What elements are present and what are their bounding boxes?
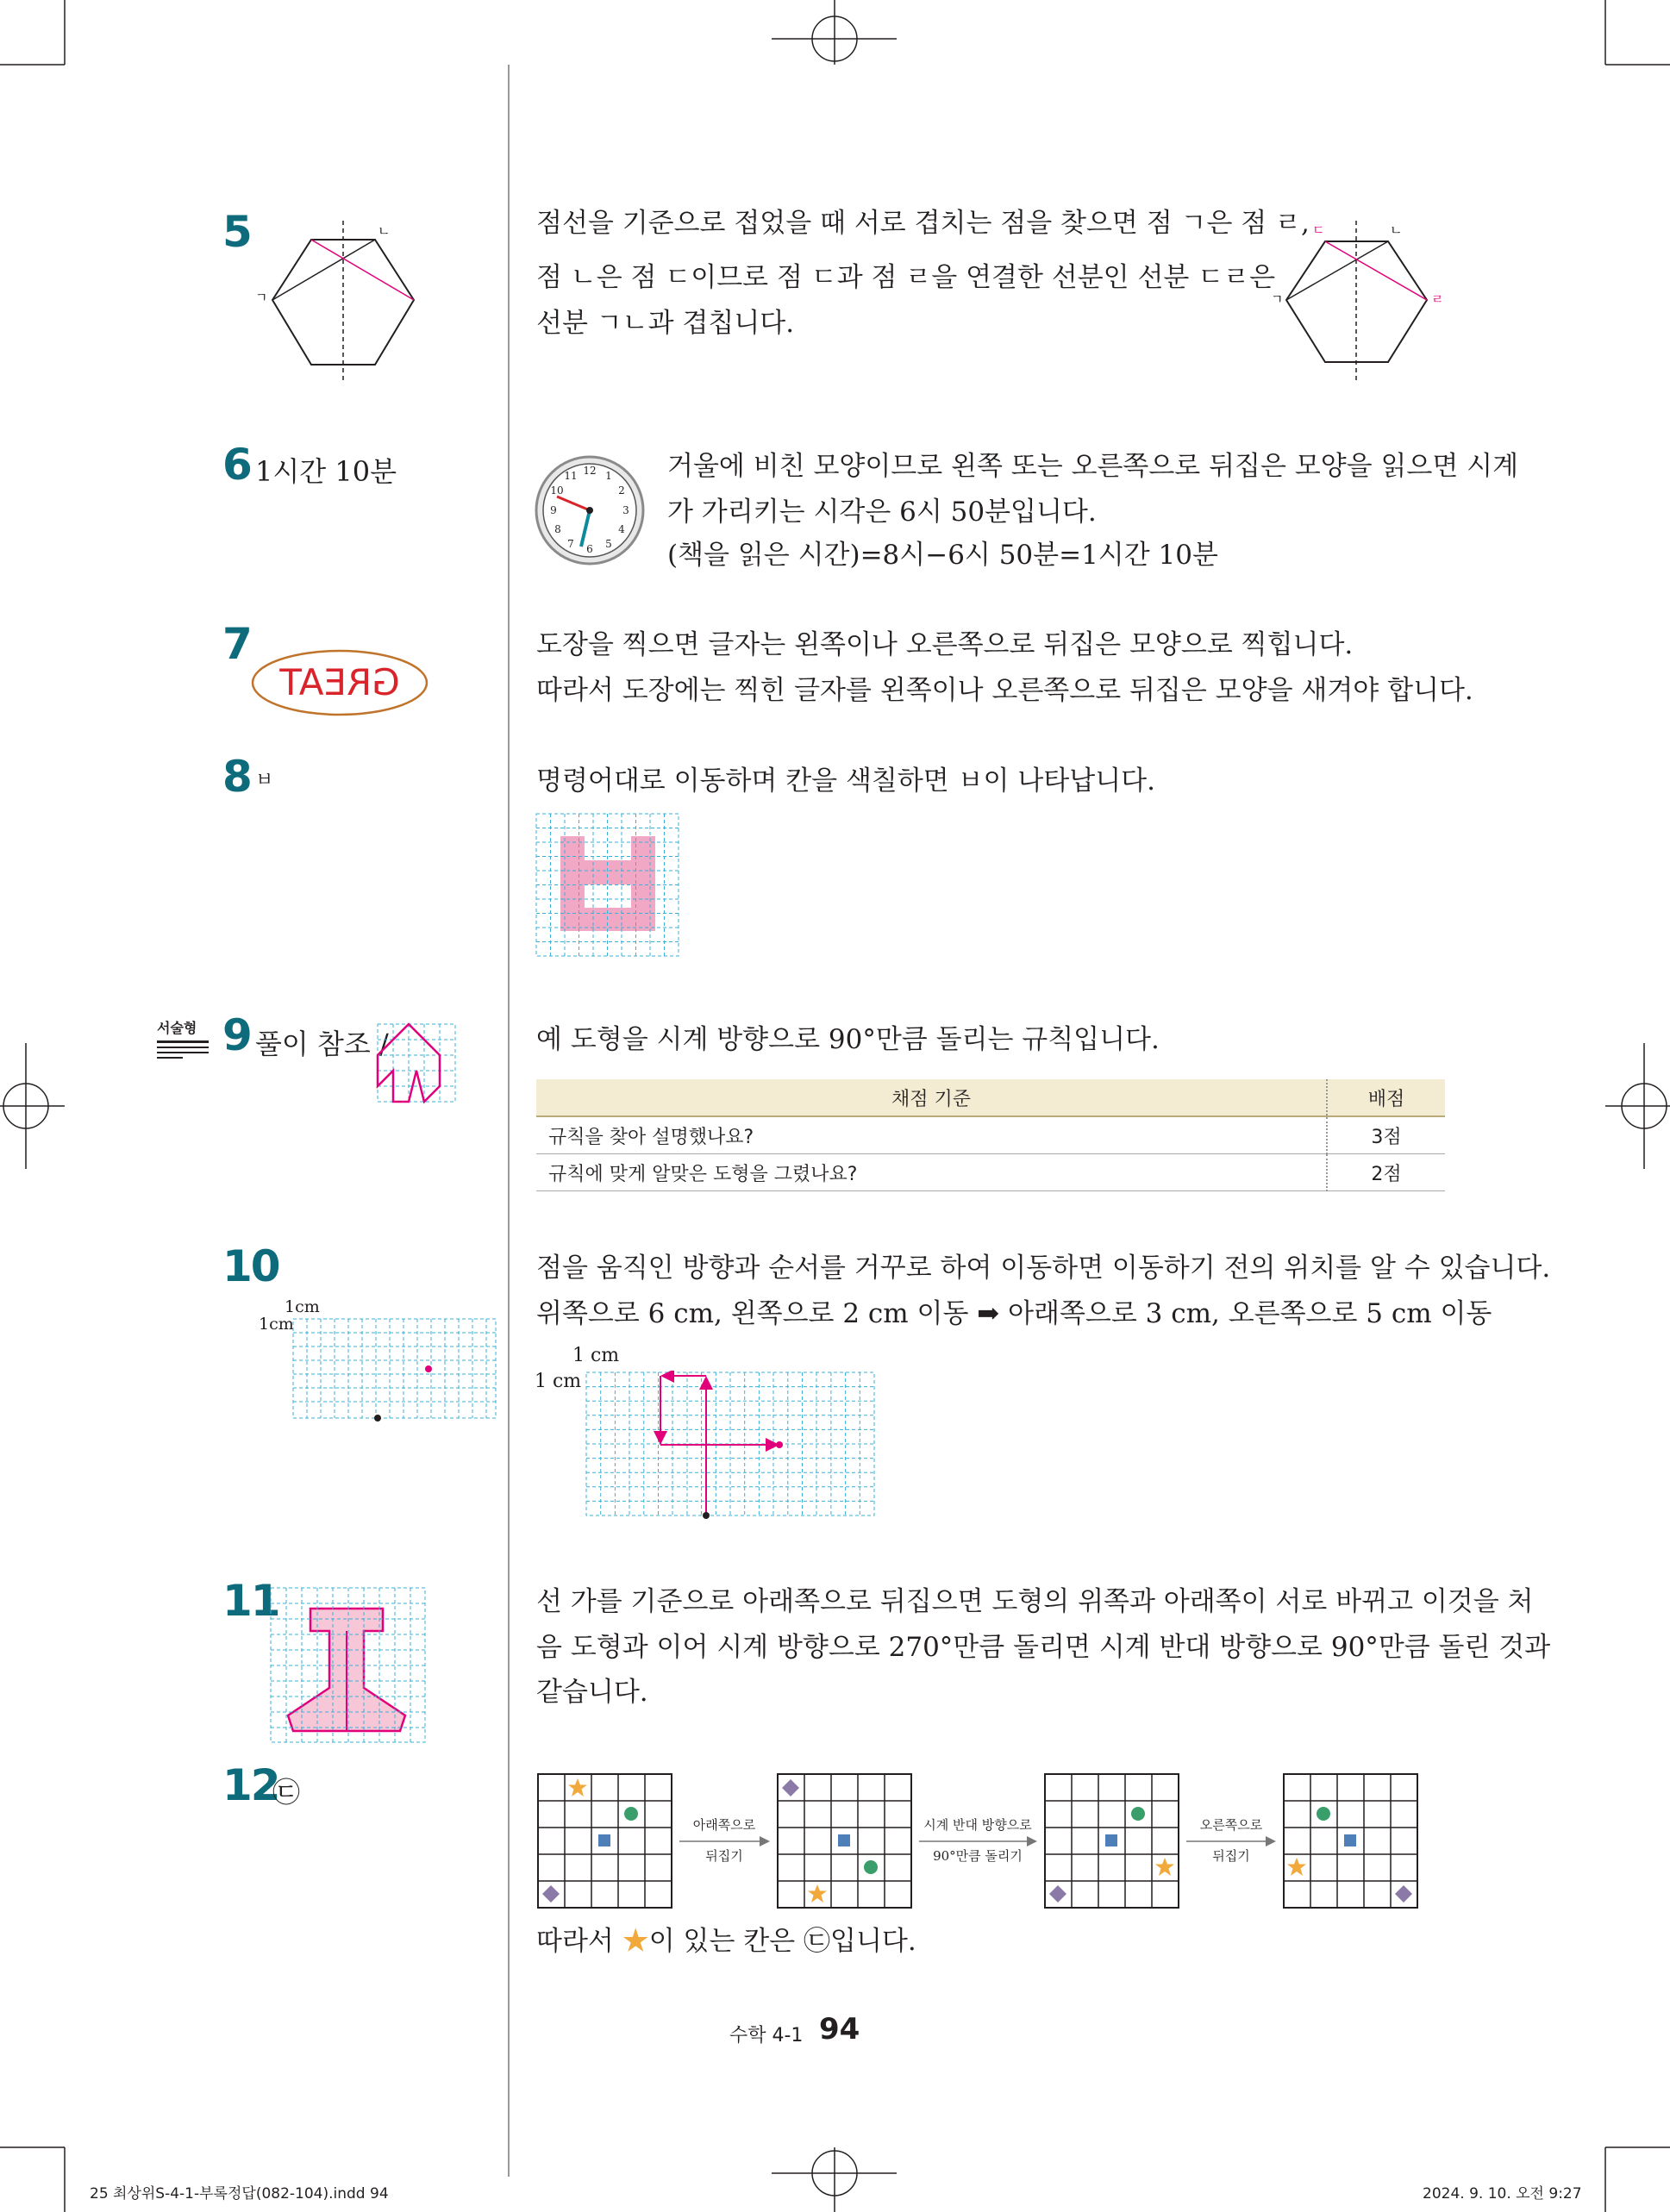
svg-text:아래쪽으로: 아래쪽으로 [692, 1817, 756, 1833]
page-book-label: 수학 4-1 [729, 2025, 804, 2046]
q11-line-3: 같습니다. [536, 1677, 648, 1708]
question-number-6: 6 [222, 440, 251, 490]
label-digeut: ㄷ [1312, 222, 1325, 238]
q9-answer: 풀이 참조 / [255, 1028, 389, 1060]
q10-right-unit-h: 1 cm [572, 1345, 620, 1366]
svg-text:11: 11 [564, 470, 578, 482]
print-slug-date: 2024. 9. 10. 오전 9:27 [1423, 2185, 1582, 2203]
descriptive-badge: 서술형 [157, 1017, 209, 1059]
scoring-table [536, 1079, 1445, 1191]
table-row: 규칙에 맞게 알맞은 도형을 그렸나요? 2점 [536, 1154, 1445, 1191]
q11-flipped-shape-grid [269, 1586, 428, 1745]
q7-line-1: 도장을 찍으면 글자는 왼쪽이나 오른쪽으로 뒤집은 모양으로 찍힙니다. [536, 629, 1354, 660]
q11-line-2: 음 도형과 이어 시계 방향으로 270°만큼 돌리면 시계 반대 방향으로 90°만큼 돌린 것과 [536, 1632, 1551, 1663]
label-giyeok-r: ㄱ [1271, 291, 1284, 307]
svg-text:12: 12 [583, 465, 597, 477]
star-icon: ★ [622, 1926, 649, 1957]
q8-bieup-grid [535, 812, 683, 960]
question-number-8: 8 [222, 752, 251, 802]
q9-line-1: 예 도형을 시계 방향으로 90°만큼 돌리는 규칙입니다. [536, 1024, 1160, 1055]
svg-text:1: 1 [605, 470, 612, 482]
q7-line-2: 따라서 도장에는 찍힌 글자를 왼쪽이나 오른쪽으로 뒤집은 모양을 새겨야 합니다. [536, 675, 1473, 706]
question-number-5: 5 [222, 207, 251, 257]
svg-text:8: 8 [554, 523, 561, 535]
table-row: 규칙을 찾아 설명했나요? 3점 [536, 1116, 1445, 1154]
q5-line-1: 점선을 기준으로 접었을 때 서로 겹치는 점을 찾으면 점 ㄱ은 점 ㄹ, [536, 208, 1310, 239]
question-number-11: 11 [222, 1576, 279, 1626]
q5-line-2: 점 ㄴ은 점 ㄷ이므로 점 ㄷ과 점 ㄹ을 연결한 선분인 선분 ㄷㄹ은 [536, 262, 1276, 293]
svg-text:4: 4 [618, 523, 625, 535]
q6-clock-face [533, 453, 647, 567]
label-rieul: ㄹ [1431, 291, 1444, 307]
svg-text:3: 3 [622, 504, 629, 516]
q10-left-unit-h: 1cm [285, 1297, 320, 1316]
q5-line-3: 선분 ㄱㄴ과 겹칩니다. [536, 308, 795, 339]
question-number-7: 7 [222, 619, 251, 669]
q6-answer: 1시간 10분 [255, 455, 397, 488]
q12-transform-sequence [535, 1767, 1423, 1915]
label-giyeok: ㄱ [255, 290, 268, 305]
question-number-10: 10 [222, 1241, 279, 1291]
print-slug-file: 25 최상위S-4-1-부록정답(082-104).indd 94 [90, 2185, 389, 2203]
q10-right-unit-v: 1 cm [535, 1371, 582, 1392]
svg-text:7: 7 [567, 538, 574, 550]
q8-line-1: 명령어대로 이동하며 칸을 색칠하면 ㅂ이 나타납니다. [536, 765, 1155, 797]
svg-text:9: 9 [550, 504, 557, 516]
q10-left-unit-v: 1cm [259, 1315, 294, 1334]
scoring-header-criteria: 채점 기준 [536, 1079, 1327, 1116]
q9-rotated-shape-grid [376, 1022, 459, 1105]
q5-right-hexagon-figure [1267, 214, 1453, 386]
q5-left-hexagon-figure [250, 214, 431, 386]
q12-conclusion: 따라서 ★이 있는 칸은 ㉢입니다. [536, 1926, 916, 1957]
svg-text:5: 5 [605, 538, 612, 550]
q12-grid-2 [778, 1774, 911, 1908]
svg-text:2: 2 [618, 484, 625, 497]
q7-stamp-great-mirrored [250, 648, 431, 717]
q11-line-1: 선 가를 기준으로 아래쪽으로 뒤집으면 도형의 위쪽과 아래쪽이 서로 바뀌고 이것을 처 [536, 1586, 1534, 1617]
column-divider [508, 65, 510, 2177]
q10-line-1: 점을 움직인 방향과 순서를 거꾸로 하여 이동하면 이동하기 전의 위치를 알 수 있습니다. [536, 1253, 1551, 1284]
q10-left-grid [291, 1317, 498, 1422]
svg-text:10: 10 [550, 484, 564, 497]
q12-grid-3 [1045, 1774, 1179, 1908]
label-nieun-r: ㄴ [1390, 222, 1403, 238]
svg-text:오른쪽으로: 오른쪽으로 [1199, 1817, 1263, 1833]
scoring-header-points: 배점 [1327, 1079, 1445, 1116]
q6-line-1: 거울에 비친 모양이므로 왼쪽 또는 오른쪽으로 뒤집은 모양을 읽으면 시계 [667, 451, 1519, 482]
svg-text:GREAT: GREAT [279, 661, 400, 703]
q6-line-3: (책을 읽은 시간)=8시−6시 50분=1시간 10분 [667, 540, 1218, 571]
svg-text:뒤집기: 뒤집기 [1212, 1848, 1250, 1864]
svg-text:뒤집기: 뒤집기 [705, 1848, 743, 1864]
question-number-9: 9 [222, 1010, 251, 1060]
q6-line-2: 가 가리키는 시각은 6시 50분입니다. [667, 497, 1097, 528]
q10-right-grid-with-path [585, 1371, 878, 1519]
q8-answer: ㅂ [255, 770, 274, 791]
q12-grid-4 [1284, 1774, 1417, 1908]
svg-text:6: 6 [586, 543, 593, 555]
q12-answer: ㉢ [272, 1776, 301, 1809]
page-number: 94 [819, 2012, 860, 2046]
label-nieun: ㄴ [378, 223, 391, 239]
question-number-12: 12 [222, 1760, 279, 1810]
svg-text:90°만큼 돌리기: 90°만큼 돌리기 [933, 1848, 1023, 1864]
q10-line-2: 위쪽으로 6 cm, 왼쪽으로 2 cm 이동 ➡ 아래쪽으로 3 cm, 오른쪽으로 5 cm 이동 [536, 1298, 1492, 1329]
svg-text:시계 반대 방향으로: 시계 반대 방향으로 [923, 1817, 1032, 1833]
q12-grid-1 [538, 1774, 672, 1908]
